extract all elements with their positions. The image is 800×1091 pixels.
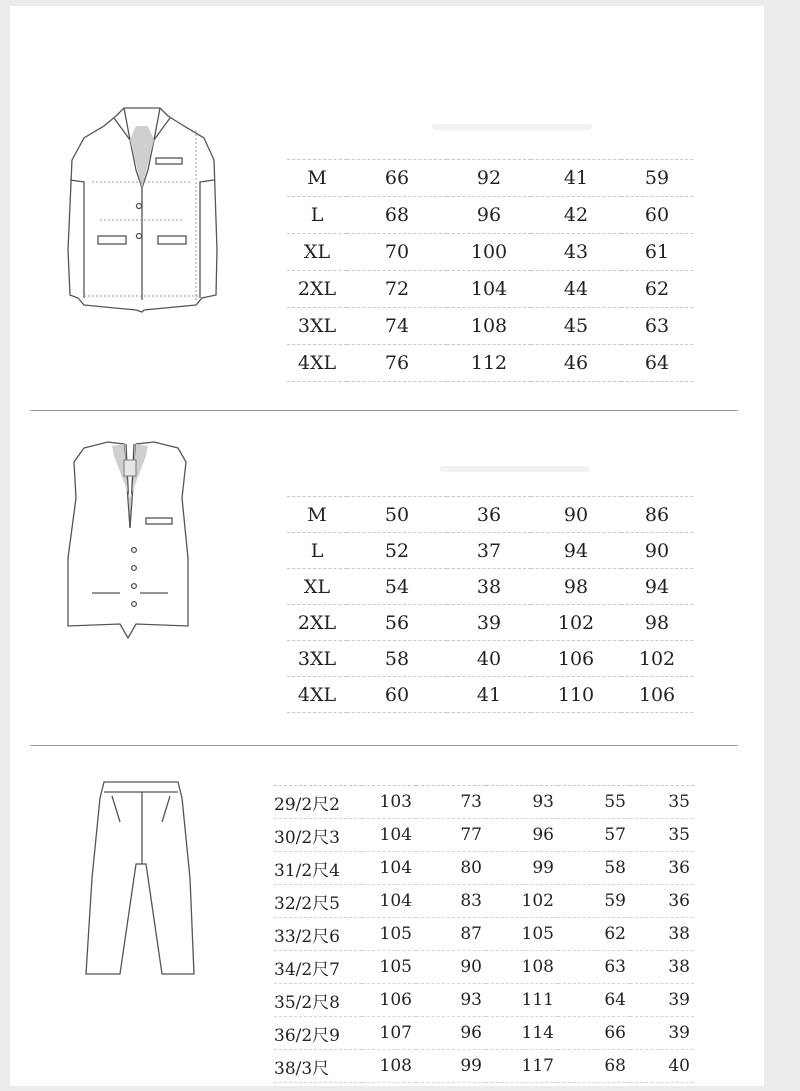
jacket-size-row xyxy=(287,234,693,271)
measurement-value: 37 xyxy=(447,533,531,569)
size-label: M xyxy=(287,160,347,197)
vest-size-table xyxy=(287,496,693,713)
size-label: XL xyxy=(287,569,347,605)
measurement-value: 57 xyxy=(558,819,630,852)
jacket-size-table xyxy=(287,159,693,382)
measurement-value: 35 xyxy=(630,819,694,852)
measurement-value: 60 xyxy=(347,677,447,713)
measurement-value: 96 xyxy=(447,197,531,234)
measurement-value: 64 xyxy=(621,345,693,382)
measurement-value: 60 xyxy=(621,197,693,234)
measurement-value: 66 xyxy=(558,1017,630,1050)
measurement-value: 90 xyxy=(531,497,621,533)
measurement-value: 62 xyxy=(558,918,630,951)
measurement-value: 94 xyxy=(621,569,693,605)
measurement-value: 61 xyxy=(621,234,693,271)
measurement-value: 108 xyxy=(362,1050,416,1083)
vest-illustration xyxy=(64,438,198,652)
measurement-value: 106 xyxy=(621,677,693,713)
size-label: 3XL xyxy=(287,308,347,345)
vest-size-row xyxy=(287,533,693,569)
measurement-value: 58 xyxy=(558,852,630,885)
size-label: 4XL xyxy=(287,345,347,382)
measurement-value: 105 xyxy=(362,918,416,951)
measurement-value: 40 xyxy=(447,641,531,677)
pants-illustration xyxy=(82,778,200,980)
measurement-value: 74 xyxy=(347,308,447,345)
measurement-value: 117 xyxy=(486,1050,558,1083)
measurement-value: 40 xyxy=(630,1050,694,1083)
measurement-value: 99 xyxy=(416,1050,486,1083)
measurement-value: 111 xyxy=(486,984,558,1017)
size-label: 2XL xyxy=(287,271,347,308)
measurement-value: 100 xyxy=(447,234,531,271)
pants-size-row xyxy=(274,786,694,819)
measurement-value: 36 xyxy=(447,497,531,533)
measurement-value: 96 xyxy=(486,819,558,852)
pants-size-row xyxy=(274,918,694,951)
measurement-value: 114 xyxy=(486,1017,558,1050)
measurement-value: 39 xyxy=(630,984,694,1017)
measurement-value: 54 xyxy=(347,569,447,605)
measurement-value: 104 xyxy=(447,271,531,308)
measurement-value: 112 xyxy=(447,345,531,382)
measurement-value: 102 xyxy=(486,885,558,918)
size-label: 29/2尺2 xyxy=(274,786,362,819)
measurement-value: 38 xyxy=(630,951,694,984)
measurement-value: 70 xyxy=(347,234,447,271)
size-label: 31/2尺4 xyxy=(274,852,362,885)
measurement-value: 35 xyxy=(630,786,694,819)
measurement-value: 90 xyxy=(621,533,693,569)
size-label: 36/2尺9 xyxy=(274,1017,362,1050)
measurement-value: 72 xyxy=(347,271,447,308)
size-label: M xyxy=(287,497,347,533)
measurement-value: 36 xyxy=(630,852,694,885)
pants-size-row xyxy=(274,951,694,984)
size-label: 34/2尺7 xyxy=(274,951,362,984)
size-label: 4XL xyxy=(287,677,347,713)
size-label: 2XL xyxy=(287,605,347,641)
measurement-value: 44 xyxy=(531,271,621,308)
measurement-value: 94 xyxy=(531,533,621,569)
measurement-value: 105 xyxy=(486,918,558,951)
measurement-value: 64 xyxy=(558,984,630,1017)
size-label: 30/2尺3 xyxy=(274,819,362,852)
measurement-value: 96 xyxy=(416,1017,486,1050)
measurement-value: 50 xyxy=(347,497,447,533)
measurement-value: 68 xyxy=(558,1050,630,1083)
measurement-value: 86 xyxy=(621,497,693,533)
size-label: 3XL xyxy=(287,641,347,677)
faded-header-mark xyxy=(440,466,590,472)
measurement-value: 108 xyxy=(486,951,558,984)
measurement-value: 92 xyxy=(447,160,531,197)
pants-size-row xyxy=(274,984,694,1017)
measurement-value: 63 xyxy=(558,951,630,984)
measurement-value: 46 xyxy=(531,345,621,382)
vest-size-row xyxy=(287,677,693,713)
measurement-value: 99 xyxy=(486,852,558,885)
measurement-value: 93 xyxy=(486,786,558,819)
measurement-value: 90 xyxy=(416,951,486,984)
jacket-size-row xyxy=(287,308,693,345)
vest-size-row xyxy=(287,497,693,533)
section-divider xyxy=(30,410,738,411)
measurement-value: 38 xyxy=(447,569,531,605)
jacket-size-row xyxy=(287,197,693,234)
vest-size-row xyxy=(287,569,693,605)
measurement-value: 58 xyxy=(347,641,447,677)
measurement-value: 76 xyxy=(347,345,447,382)
pants-size-row xyxy=(274,885,694,918)
measurement-value: 105 xyxy=(362,951,416,984)
measurement-value: 42 xyxy=(531,197,621,234)
vest-size-row xyxy=(287,641,693,677)
measurement-value: 62 xyxy=(621,271,693,308)
measurement-value: 39 xyxy=(447,605,531,641)
measurement-value: 66 xyxy=(347,160,447,197)
measurement-value: 39 xyxy=(630,1017,694,1050)
pants-size-row xyxy=(274,852,694,885)
measurement-value: 104 xyxy=(362,819,416,852)
vest-size-row xyxy=(287,605,693,641)
measurement-value: 93 xyxy=(416,984,486,1017)
measurement-value: 52 xyxy=(347,533,447,569)
measurement-value: 55 xyxy=(558,786,630,819)
measurement-value: 77 xyxy=(416,819,486,852)
size-label: 38/3尺 xyxy=(274,1050,362,1083)
measurement-value: 38 xyxy=(630,918,694,951)
measurement-value: 83 xyxy=(416,885,486,918)
measurement-value: 98 xyxy=(621,605,693,641)
measurement-value: 41 xyxy=(447,677,531,713)
pants-size-row xyxy=(274,1050,694,1083)
pants-size-table xyxy=(274,785,694,1083)
measurement-value: 80 xyxy=(416,852,486,885)
measurement-value: 59 xyxy=(558,885,630,918)
size-label: 35/2尺8 xyxy=(274,984,362,1017)
measurement-value: 106 xyxy=(362,984,416,1017)
jacket-size-row xyxy=(287,345,693,382)
measurement-value: 106 xyxy=(531,641,621,677)
jacket-illustration xyxy=(64,100,220,320)
measurement-value: 102 xyxy=(621,641,693,677)
size-label: 32/2尺5 xyxy=(274,885,362,918)
size-label: L xyxy=(287,533,347,569)
size-label: 33/2尺6 xyxy=(274,918,362,951)
jacket-size-row xyxy=(287,271,693,308)
measurement-value: 36 xyxy=(630,885,694,918)
pants-size-row xyxy=(274,1017,694,1050)
measurement-value: 73 xyxy=(416,786,486,819)
measurement-value: 107 xyxy=(362,1017,416,1050)
measurement-value: 56 xyxy=(347,605,447,641)
jacket-size-row xyxy=(287,160,693,197)
measurement-value: 87 xyxy=(416,918,486,951)
size-label: L xyxy=(287,197,347,234)
section-divider xyxy=(30,745,738,746)
measurement-value: 43 xyxy=(531,234,621,271)
measurement-value: 68 xyxy=(347,197,447,234)
measurement-value: 104 xyxy=(362,885,416,918)
measurement-value: 98 xyxy=(531,569,621,605)
faded-header-mark xyxy=(432,124,592,130)
size-label: XL xyxy=(287,234,347,271)
measurement-value: 104 xyxy=(362,852,416,885)
measurement-value: 45 xyxy=(531,308,621,345)
measurement-value: 41 xyxy=(531,160,621,197)
measurement-value: 110 xyxy=(531,677,621,713)
measurement-value: 102 xyxy=(531,605,621,641)
pants-size-row xyxy=(274,819,694,852)
measurement-value: 59 xyxy=(621,160,693,197)
measurement-value: 63 xyxy=(621,308,693,345)
measurement-value: 103 xyxy=(362,786,416,819)
measurement-value: 108 xyxy=(447,308,531,345)
